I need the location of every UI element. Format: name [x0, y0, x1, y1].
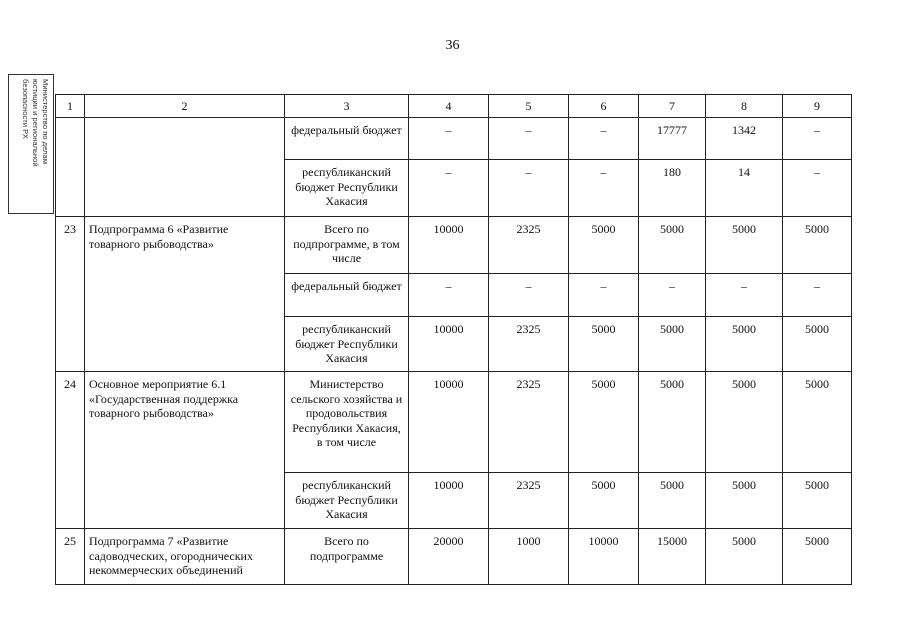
value-cell: 5000 [706, 473, 783, 529]
value-cell: – [409, 118, 489, 160]
funding-source-cell: Всего по подпрограмме, в том числе [285, 217, 409, 274]
value-cell: 5000 [783, 372, 852, 473]
row-name-cell: Подпрограмма 6 «Развитие товарного рыбоводства» [85, 217, 285, 372]
column-header: 1 [56, 95, 85, 118]
funding-source-cell: федеральный бюджет [285, 274, 409, 317]
stamp-line: юстиции и региональной [31, 79, 40, 167]
value-cell: – [569, 118, 639, 160]
column-header: 4 [409, 95, 489, 118]
value-cell: 5000 [569, 217, 639, 274]
value-cell: 2325 [489, 317, 569, 372]
column-header: 3 [285, 95, 409, 118]
table-row [56, 372, 852, 473]
stamp-text [9, 75, 53, 213]
value-cell: 180 [639, 160, 706, 217]
stamp-line: Министерство по делам [41, 79, 50, 164]
value-cell: 5000 [569, 473, 639, 529]
funding-source-cell: республиканский бюджет Республики Хакасия [285, 317, 409, 372]
value-cell: 2325 [489, 372, 569, 473]
funding-source-cell: республиканский бюджет Республики Хакасия [285, 473, 409, 529]
row-name-cell: Основное мероприятие 6.1 «Государственная поддержка товарного рыбоводства» [85, 372, 285, 529]
value-cell: 5000 [783, 317, 852, 372]
value-cell: 20000 [409, 529, 489, 585]
row-number-cell: 24 [56, 372, 85, 529]
page-number: 36 [445, 38, 460, 53]
value-cell: 14 [706, 160, 783, 217]
value-cell: 15000 [639, 529, 706, 585]
registration-stamp [8, 74, 54, 214]
value-cell: – [783, 118, 852, 160]
table-row [56, 529, 852, 585]
value-cell: – [489, 160, 569, 217]
column-header: 6 [569, 95, 639, 118]
value-cell: 5000 [783, 473, 852, 529]
funding-source-cell: Министерство сельского хозяйства и продовольствия Республики Хакасия, в том числе [285, 372, 409, 473]
value-cell: 2325 [489, 217, 569, 274]
row-number-cell: 23 [56, 217, 85, 372]
value-cell: 1000 [489, 529, 569, 585]
value-cell: – [409, 160, 489, 217]
value-cell: 2325 [489, 473, 569, 529]
budget-table [55, 94, 852, 585]
value-cell: 10000 [569, 529, 639, 585]
row-number-cell [56, 118, 85, 217]
value-cell: 17777 [639, 118, 706, 160]
column-header: 2 [85, 95, 285, 118]
value-cell: 5000 [783, 529, 852, 585]
stamp-line: безопасности РХ [21, 79, 30, 139]
value-cell: – [409, 274, 489, 317]
value-cell: – [639, 274, 706, 317]
value-cell: 10000 [409, 473, 489, 529]
value-cell: 10000 [409, 217, 489, 274]
row-name-cell: Подпрограмма 7 «Развитие садоводческих, огороднических некоммерческих объединений [85, 529, 285, 585]
table-row [56, 118, 852, 160]
value-cell: 5000 [706, 529, 783, 585]
value-cell: 5000 [569, 372, 639, 473]
value-cell: 10000 [409, 317, 489, 372]
value-cell: 5000 [706, 317, 783, 372]
value-cell: 5000 [783, 217, 852, 274]
value-cell: – [569, 160, 639, 217]
column-header: 9 [783, 95, 852, 118]
value-cell: 10000 [409, 372, 489, 473]
column-header: 5 [489, 95, 569, 118]
row-name-cell [85, 118, 285, 217]
value-cell: – [706, 274, 783, 317]
value-cell: 5000 [706, 217, 783, 274]
value-cell: 5000 [639, 372, 706, 473]
table-row [56, 217, 852, 274]
column-number-row [56, 95, 852, 118]
value-cell: – [783, 274, 852, 317]
value-cell: 5000 [639, 473, 706, 529]
value-cell: – [489, 118, 569, 160]
value-cell: 5000 [706, 372, 783, 473]
column-header: 7 [639, 95, 706, 118]
value-cell: 5000 [639, 217, 706, 274]
funding-source-cell: республиканский бюджет Республики Хакасия [285, 160, 409, 217]
funding-source-cell: федеральный бюджет [285, 118, 409, 160]
row-number-cell: 25 [56, 529, 85, 585]
value-cell: 5000 [569, 317, 639, 372]
value-cell: – [783, 160, 852, 217]
value-cell: 5000 [639, 317, 706, 372]
value-cell: – [569, 274, 639, 317]
value-cell: – [489, 274, 569, 317]
funding-source-cell: Всего по подпрограмме [285, 529, 409, 585]
column-header: 8 [706, 95, 783, 118]
value-cell: 1342 [706, 118, 783, 160]
